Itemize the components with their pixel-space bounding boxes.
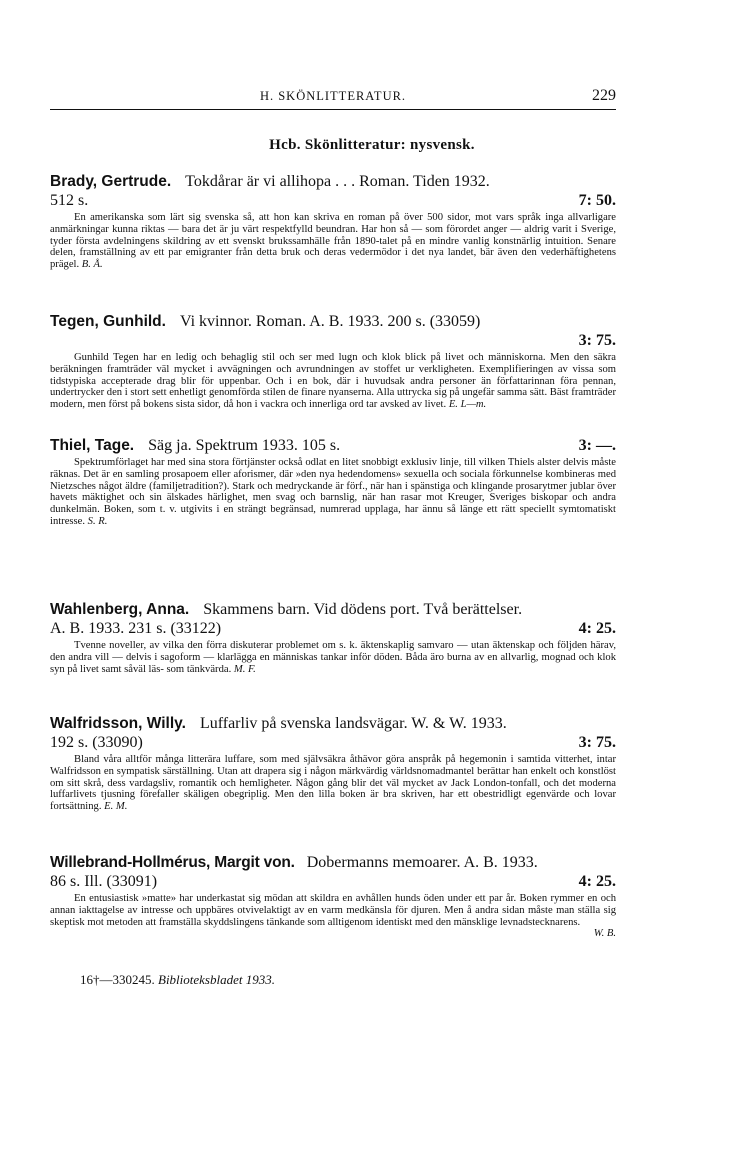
entry-head xyxy=(50,853,616,872)
review-text: Tvenne noveller, av vilka den förra diskuterar problemet om s. k. äktenskaplig samvaro — utan äktenskap och följden härav, den andra vill — delvis i sagoform — klarlägga en människas tankar inför döden. Båda äro burna av en allvarlig, mognad och klok syn på livet samt såväl läs- som tänkvärda. xyxy=(50,640,616,675)
reviewer-signature: W. B. xyxy=(593,928,616,940)
entry-pages: 86 s. Ill. (33091) xyxy=(50,873,158,890)
entry-author: Thiel, Tage. xyxy=(50,437,135,454)
entry-head xyxy=(50,172,616,191)
entry-review xyxy=(50,754,616,813)
footer-publication: Biblioteksbladet 1933. xyxy=(158,972,275,987)
entry-head xyxy=(50,714,616,733)
entry-pages: 512 s. xyxy=(50,192,89,209)
entry-brady xyxy=(50,172,616,271)
entry-author: Walfridsson, Willy. xyxy=(50,715,186,732)
reviewer-signature: B. Å. xyxy=(81,259,103,271)
entry-author: Tegen, Gunhild. xyxy=(50,313,166,330)
entry-author: Brady, Gertrude. xyxy=(50,173,172,190)
entry-wahlenberg xyxy=(50,600,616,675)
entry-head-line2 xyxy=(50,872,616,891)
review-text: En amerikanska som lärt sig svenska så, att hon kan skriva en roman på över 500 sidor, mot vars språk inga allvarligare anmärkningar kunna riktas — bara det är ju värt respektfylld beundran. Har hon så — som förordet anger — aldrig varit i Sverige, tyder första avdelningens skildring av ett svenskt brukssamhälle från 1890-talet på en mindre vanlig konstnärlig intuition. Senare delen, framställning av ett par emigranter från detta bruk och deras vedermödor i det nya landet, bär även den vederhäftighetens prägel. xyxy=(50,212,616,271)
entry-head-line2 xyxy=(50,191,616,210)
entry-price: 4: 25. xyxy=(578,873,616,890)
entry-title-line: Luffarliv på svenska landsvägar. W. & W. 1933. xyxy=(199,715,507,732)
entry-price: 4: 25. xyxy=(578,620,616,637)
entry-author: Wahlenberg, Anna. xyxy=(50,601,190,618)
review-text: En entusiastisk »matte» har underkastat sig mödan att skildra en avhållen hunds öden under ett par år. Boken rymmer en och annan iakttagelse av intresse och uppbäres otvivelaktigt av en varm medkänsla för djuren. Men å andra sidan måste man ställa sig skeptisk mot metoden att framställa skyddslingens tänkande som alltigenom identiskt med den mänsklige levnadstecknarens. xyxy=(50,893,616,928)
entry-head xyxy=(50,312,616,331)
entry-tegen xyxy=(50,312,616,411)
entry-price: 3: 75. xyxy=(578,734,616,751)
entry-pages: 192 s. (33090) xyxy=(50,734,143,751)
entry-walfridsson xyxy=(50,714,616,813)
entry-head xyxy=(50,600,616,619)
footer-code: 16†—330245. xyxy=(80,972,155,987)
reviewer-signature: E. M. xyxy=(104,801,128,813)
running-header xyxy=(50,89,616,110)
entry-title-line: Dobermanns memoarer. A. B. 1933. xyxy=(306,854,538,871)
entry-review xyxy=(50,640,616,675)
entry-author: Willebrand-Hollmérus, Margit von. xyxy=(50,854,295,871)
page-footer xyxy=(80,972,275,988)
entry-price: 7: 50. xyxy=(578,192,616,209)
reviewer-signature: S. R. xyxy=(87,515,108,527)
entry-head-line2 xyxy=(50,733,616,752)
entry-head-line2 xyxy=(50,619,616,638)
entry-willebrand-hollmerus xyxy=(50,853,616,939)
entry-review xyxy=(50,893,616,928)
entry-review xyxy=(50,212,616,271)
entry-head xyxy=(50,436,616,455)
entry-title-line: Säg ja. Spektrum 1933. 105 s. xyxy=(148,437,341,454)
review-text: Bland våra alltför många litterära luffare, som med självsäkra åthävor göra anspråk på hegemonin i samtida vitterhet, intar Walfridsson en sympatisk särställning. Utan att drapera sig i någon märkvärdig världsnomadmantel berättar han enkelt och konstlöst om sitt skrå, dess vardagsliv, romantik och hemligheter. Någon gång blir det väl mycket av Jack London-tonfall, och det moderna luffarlivets tjusning förefaller skäligen obegriplig. Men den lilla boken är bra skriven, har ett obestridligt egenvärde och lovar fortsättning. xyxy=(50,754,616,813)
reviewer-signature: M. F. xyxy=(233,663,256,675)
entry-review xyxy=(50,457,616,528)
running-title: H. SKÖNLITTERATUR. xyxy=(259,89,407,103)
entry-pages: A. B. 1933. 231 s. (33122) xyxy=(50,620,222,637)
entry-review xyxy=(50,352,616,411)
entry-price: 3: 75. xyxy=(578,332,616,349)
entry-thiel xyxy=(50,436,616,528)
page-number: 229 xyxy=(592,87,616,104)
entry-title-line: Tokdårar är vi allihopa . . . Roman. Tiden 1932. xyxy=(185,173,490,190)
entry-title-line: Skammens barn. Vid dödens port. Två berättelser. xyxy=(203,601,523,618)
entry-title-line: Vi kvinnor. Roman. A. B. 1933. 200 s. (33059) xyxy=(179,313,481,330)
section-heading: Hcb. Skönlitteratur: nysvensk. xyxy=(269,137,475,153)
reviewer-signature: E. L—m. xyxy=(448,399,487,411)
entry-head-line2 xyxy=(50,331,616,350)
entry-price: 3: —. xyxy=(578,437,616,454)
review-text: Gunhild Tegen har en ledig och behaglig stil och ser med lugn och klok blick på livet och människorna. Men den säkra beräkningen framträder väl mycket i avvägningen och avrundningen av stoffet ur verkligheten. Exemplifieringen av vissa som tidstypiska accepterade drag blir för uppenbar. Och i en bok, där i huvudsak andra personer än författarinnan föra pennan, undertrycker den i stort sett enhetligt genomförda stilen de finare nyanserna. Alla uttrycka sig på ungefär samma sätt. Bäst framträder modern, men först på bokens sista sidor, då hon i vackra och innerliga ord tar avsked av livet. xyxy=(50,352,616,411)
review-text: Spektrumförlaget har med sina stora förtjänster också odlat en litet snobbigt exklusiv linje, till vilken Thiels alster delvis måste räknas. Det är en samling prosapoem eller aforismer, där »den nya hedendomens» sexuella och sociala förkunnelse kombineras med Nietzsches något äldre (familjetradition?). Stark och medryckande är förf., när han i spänstiga och klingande prosarytmer jublar över havets mäktighet och sin älskades härlighet, men svag och barnslig, när han rasar mot Kreuger, Sveriges biskopar och andra dunkelmän. Boken, som t. v. utgivits i en strängt begränsad, numrerad upplaga, har ännu så länge ett rätt speciellt symtomatiskt intresse. xyxy=(50,457,616,527)
